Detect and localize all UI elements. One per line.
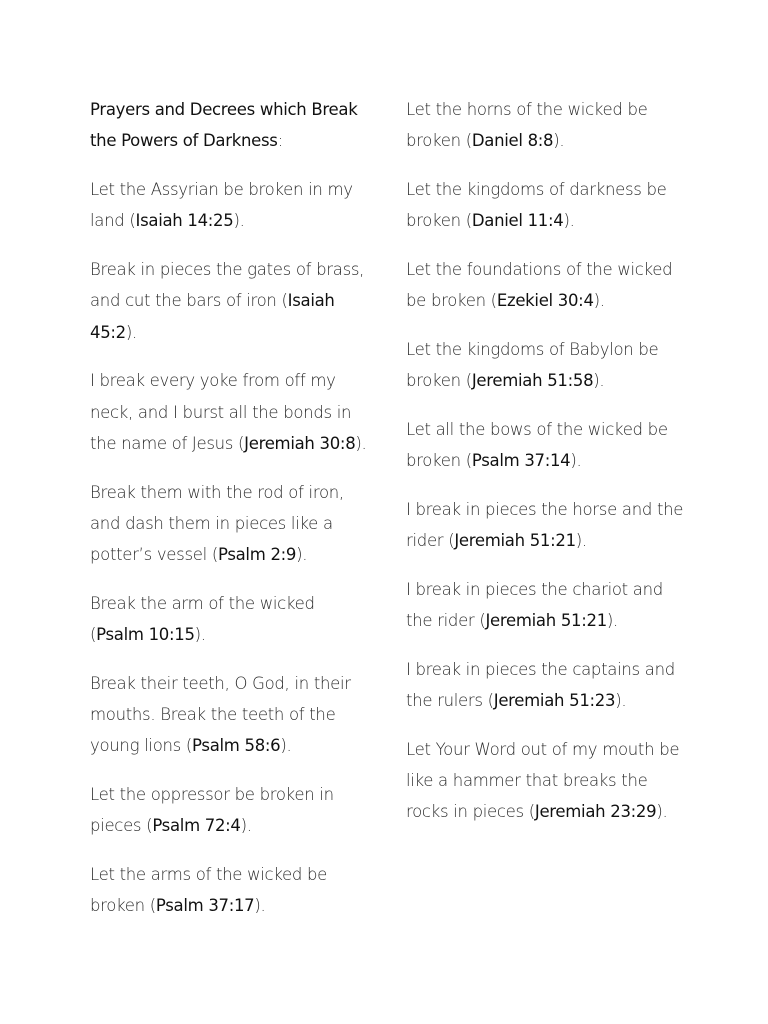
prayer-paragraph [406,494,686,557]
scripture-reference: Isaiah 14:25 [135,211,234,231]
prayer-end-punctuation: ). [656,802,668,822]
scripture-reference: Jeremiah 51:21 [454,531,576,551]
prayer-text: Let the kingdoms of Babylon be broken ( [406,339,659,391]
scripture-reference: Psalm 37:17 [155,896,255,916]
prayer-text: Let the oppressor be broken in pieces ( [90,785,334,836]
prayer-end-punctuation: ). [194,625,206,645]
prayer-text: Let all the bows of the wicked be broken ( [406,419,668,471]
prayer-end-punctuation: ). [593,291,605,311]
prayer-paragraph [90,859,370,922]
prayer-paragraph [406,414,686,477]
prayer-end-punctuation: ). [570,451,582,471]
prayer-end-punctuation: ). [240,816,252,836]
prayer-paragraph [90,477,370,571]
prayer-paragraph [406,334,686,397]
prayer-paragraph [90,668,370,762]
prayer-paragraph [406,254,686,317]
prayer-text: I break in pieces the captains and the rulers ( [406,659,675,711]
right-column [406,94,686,845]
scripture-reference: Psalm 37:14 [471,451,571,471]
prayer-end-punctuation: ). [553,131,565,151]
prayer-end-punctuation: ). [233,211,245,231]
prayer-end-punctuation: ). [615,691,627,711]
prayer-end-punctuation: ). [296,545,308,565]
scripture-reference: Jeremiah 51:58 [471,371,594,391]
prayer-text: Let the horns of the wicked be broken ( [406,100,648,151]
prayer-text: I break in pieces the chariot and the rider ( [406,579,663,631]
scripture-reference: Jeremiah 30:8 [244,433,356,453]
prayer-end-punctuation: ). [254,896,266,916]
heading-suffix: : [277,131,283,151]
prayer-text: I break in pieces the horse and the rider ( [406,499,684,551]
scripture-reference: Psalm 2:9 [217,545,297,565]
prayer-end-punctuation: ). [563,211,575,231]
scripture-reference: Isaiah 45:2 [90,291,335,342]
prayer-text: Break the arm of the wicked ( [90,593,315,645]
prayer-end-punctuation: ). [125,322,137,342]
prayer-paragraph [90,779,370,842]
prayer-paragraph [406,574,686,637]
scripture-reference: Daniel 11:4 [471,211,564,231]
scripture-reference: Jeremiah 23:29 [534,802,657,822]
prayer-text: Let Your Word out of my mouth be like a hammer that breaks the rocks in pieces ( [406,739,680,822]
prayer-end-punctuation: ). [606,611,618,631]
scripture-reference: Psalm 10:15 [96,625,195,645]
prayer-paragraph [90,254,370,348]
prayer-text: Break in pieces the gates of brass, and cut the bars of iron ( [90,259,365,311]
prayer-text: I break every yoke from off my neck, and I burst all the bonds in the name of Jesus ( [90,371,352,453]
scripture-reference: Jeremiah 51:21 [485,611,607,631]
prayer-text: Break them with the rod of iron, and dash them in pieces like a potter’s vessel ( [90,482,344,565]
prayer-text: Let the kingdoms of darkness be broken ( [406,179,667,231]
prayer-paragraph [406,654,686,717]
prayer-end-punctuation: ). [280,736,292,756]
heading-title: Prayers and Decrees which Break the Powers of Darkness [90,100,358,151]
scripture-reference: Jeremiah 51:23 [493,691,616,711]
document-heading [90,94,370,157]
prayer-end-punctuation: ). [355,433,367,453]
prayer-paragraph [90,174,370,237]
scripture-reference: Psalm 58:6 [192,736,281,756]
prayer-paragraph [406,734,686,828]
prayer-paragraph [406,94,686,157]
prayer-paragraph [406,174,686,237]
prayer-text: Break their teeth, O God, in their mouths. Break the teeth of the young lions ( [90,673,351,756]
prayer-text: Let the arms of the wicked be broken ( [90,865,327,916]
prayer-text: Let the Assyrian be broken in my land ( [90,179,353,231]
scripture-reference: Daniel 8:8 [471,131,554,151]
right-paragraph-list [406,94,686,828]
scripture-reference: Ezekiel 30:4 [496,291,594,311]
prayer-end-punctuation: ). [575,531,587,551]
scripture-reference: Psalm 72:4 [152,816,241,836]
left-column [90,94,370,939]
prayer-end-punctuation: ). [593,371,605,391]
left-paragraph-list [90,174,370,922]
prayer-paragraph [90,588,370,651]
prayer-paragraph [90,365,370,459]
prayer-text: Let the foundations of the wicked be broken ( [406,259,673,311]
